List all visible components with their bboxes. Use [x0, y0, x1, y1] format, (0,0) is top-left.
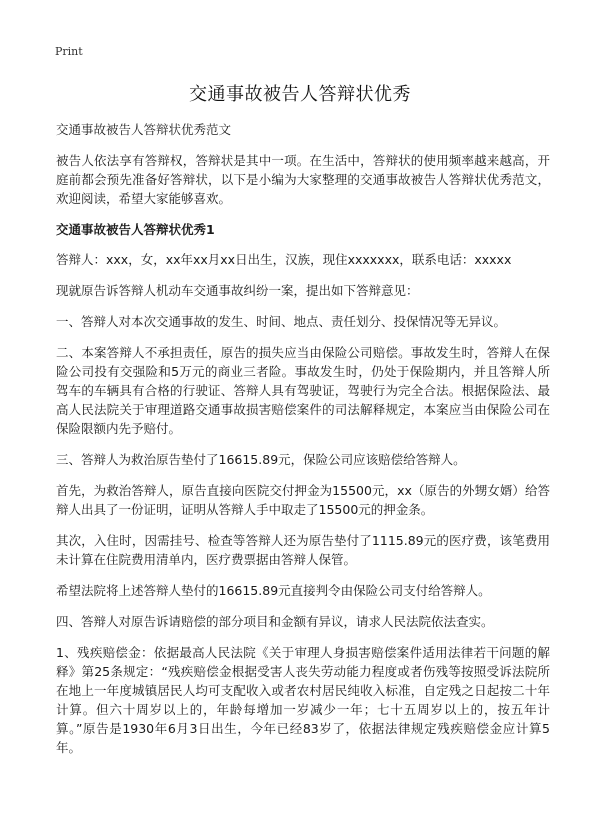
- paragraph-point-four: 四、答辩人对原告诉请赔偿的部分项目和金额有异议，请求人民法院依法查实。: [56, 614, 494, 629]
- paragraph-point-one: 一、答辩人对本次交通事故的发生、时间、地点、责任划分、投保情况等无异议。: [56, 314, 507, 329]
- paragraph-first: 首先，为救治答辩人，原告直接向医院交付押金为15500元，xx（原告的外甥女婿）给答辩人出具了一份证明，证明从答辩人手中取走了15500元的押金条。: [56, 483, 550, 517]
- paragraph-request: 希望法院将上述答辩人垫付的16615.89元直接判令由保险公司支付给答辩人。: [56, 583, 491, 598]
- paragraph-disability-compensation: 1、残疾赔偿金：依据最高人民法院《关于审理人身损害赔偿案件适用法律若干问题的解释》第25条规定：“残疾赔偿金根据受害人丧失劳动能力程度或者伤残等按照受诉法院所在地上一年度城镇居民人均可支配收入或者农村居民纯收入标准，自定残之日起按二十年计算。但六十周岁以上的，年龄每增加一岁减少一年；七十五周岁以上的，按五年计算。”原告是1930年6月3日出生，今年已经83岁了，依据法律规定残疾赔偿金应计算5年。: [56, 645, 550, 755]
- paragraph-statement-intro: 现就原告诉答辩人机动车交通事故纠纷一案，提出如下答辩意见：: [56, 283, 419, 298]
- paragraph-point-three: 三、答辩人为救治原告垫付了16615.89元，保险公司应该赔偿给答辩人。: [56, 452, 466, 467]
- document-subtitle: 交通事故被告人答辩状优秀范文: [56, 122, 232, 137]
- document-title: 交通事故被告人答辩状优秀: [189, 84, 411, 105]
- intro-paragraph: 被告人依法享有答辩权，答辩状是其中一项。在生活中，答辩状的使用频率越来越高，开庭前都会预先准备好答辩状，以下是小编为大家整理的交通事故被告人答辩状优秀范文，欢迎阅读，希望大家能够喜欢。: [56, 153, 550, 206]
- paragraph-point-two: 二、本案答辩人不承担责任，原告的损失应当由保险公司赔偿。事故发生时，答辩人在保险公司投有交强险和5万元的商业三者险。事故发生时，仍处于保险期内，并且答辩人所驾车的车辆具有合格的行驶证、答辩人具有驾驶证，驾驶行为完全合法。根据保险法、最高人民法院关于审理道路交通事故损害赔偿案件的司法解释规定，本案应当由保险公司在保险限额内先予赔付。: [56, 345, 550, 436]
- document-body: [56, 120, 550, 769]
- paragraph-respondent-info: 答辩人：xxx，女，xx年xx月xx日出生，汉族，现住xxxxxxx，联系电话：xxxxx: [56, 252, 512, 267]
- print-label: Print: [55, 45, 83, 58]
- section-heading: 交通事故被告人答辩状优秀1: [56, 222, 215, 237]
- paragraph-second: 其次，入住时，因需挂号、检查等答辩人还为原告垫付了1115.89元的医疗费，该笔费用未计算在住院费用清单内，医疗费票据由答辩人保管。: [56, 533, 550, 567]
